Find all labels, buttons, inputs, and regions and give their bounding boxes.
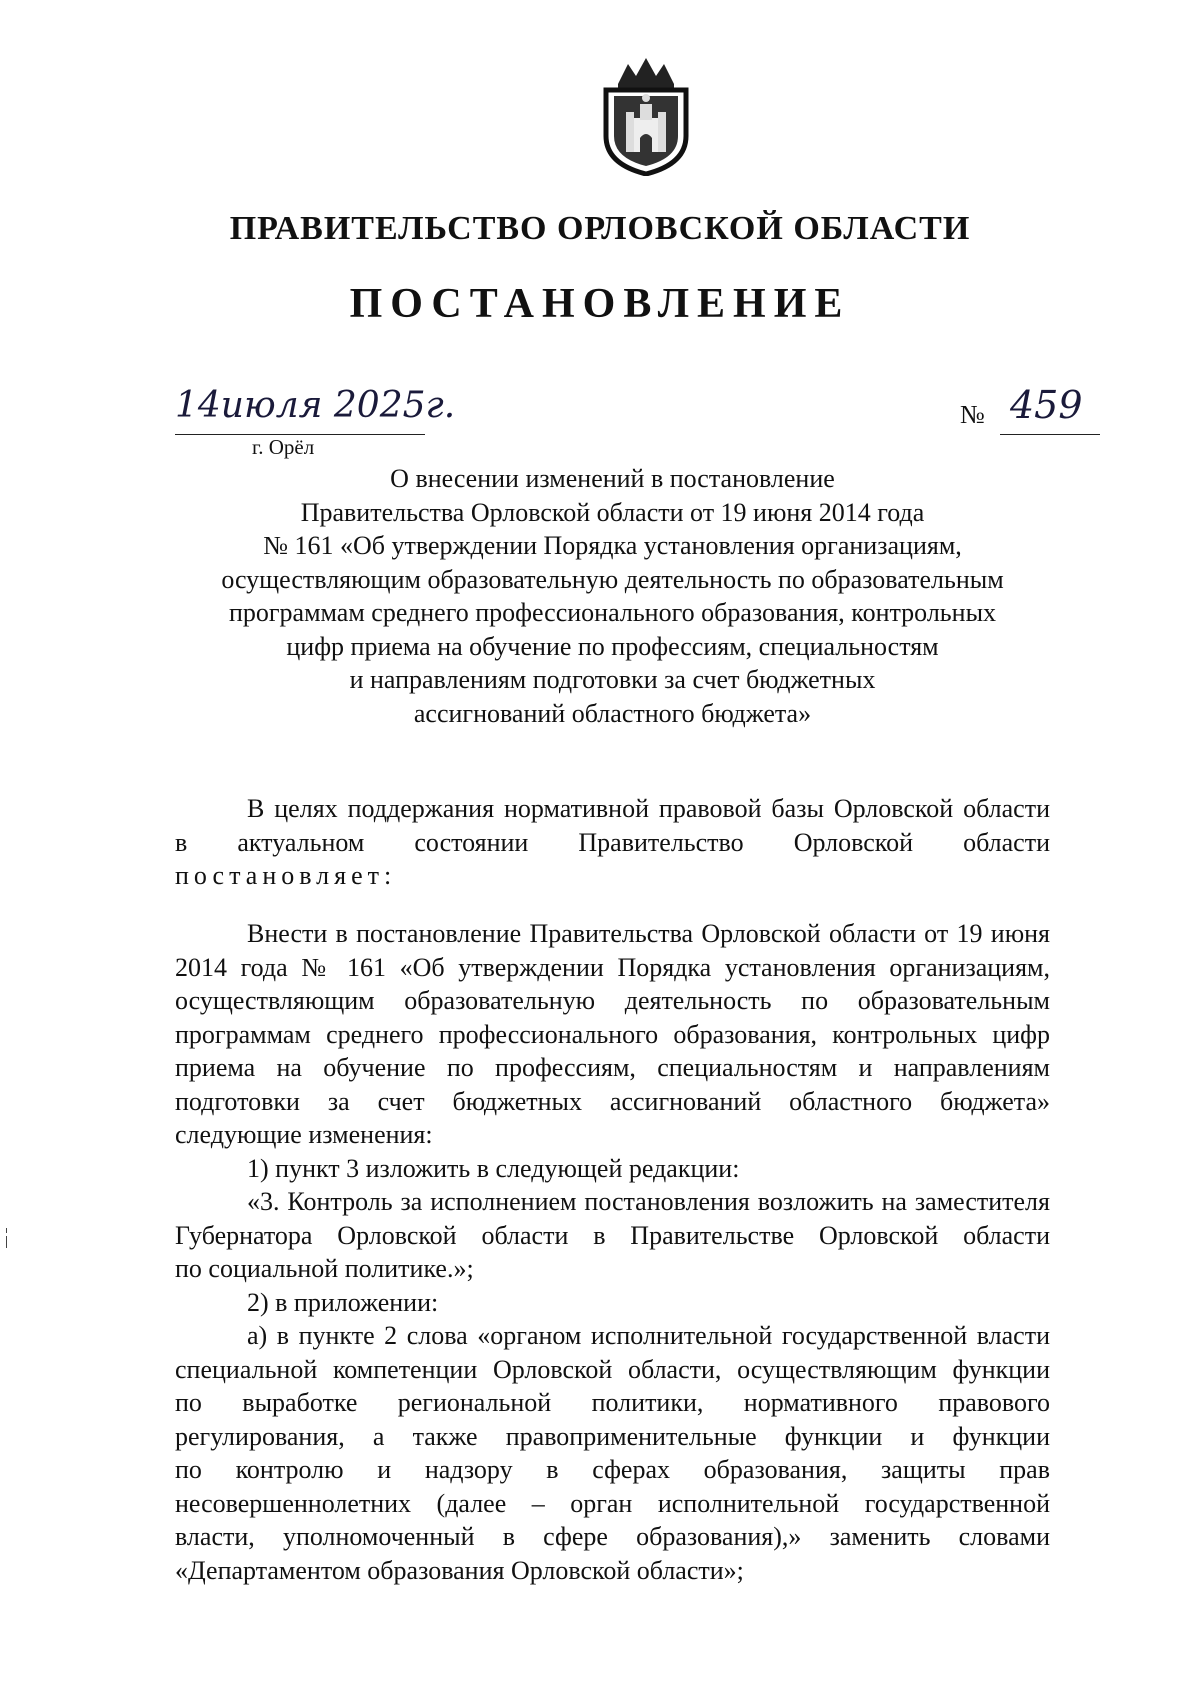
- paragraph-line: подготовки за счет бюджетных ассигнований областного бюджета»: [175, 1086, 1050, 1116]
- number-underline: [1000, 434, 1100, 435]
- handwritten-date: 14июля 2025г.: [175, 385, 456, 426]
- item-2a-line: а) в пункте 2 слова «органом исполнительной государственной власти: [247, 1321, 1050, 1350]
- item-2a-line: по контролю и надзору в сферах образования, защиты прав: [175, 1455, 1050, 1484]
- item-2a-line: по выработке региональной политики, нормативного правового: [175, 1388, 1050, 1417]
- item-2a-line: регулирования, а также правоприменительные функции и функции: [175, 1421, 1050, 1451]
- preamble-line: в актуальном состоянии Правительство Орловской области: [175, 827, 1050, 857]
- paragraph-line: следующие изменения:: [175, 1120, 433, 1149]
- preamble: [175, 792, 1050, 893]
- subject-line: и направлениям подготовки за счет бюджетных: [349, 665, 876, 694]
- subject-line: Правительства Орловской области от 19 июня 2014 года: [300, 497, 925, 527]
- paragraph-line: Внести в постановление Правительства Орловской области от 19 июня: [247, 919, 1050, 948]
- subject-line: цифр приема на обучение по профессиям, специальностям: [286, 631, 939, 661]
- coat-of-arms-icon: [598, 56, 694, 176]
- organization-title: ПРАВИТЕЛЬСТВО ОРЛОВСКОЙ ОБЛАСТИ: [229, 210, 971, 247]
- subject-line: О внесении изменений в постановление: [390, 464, 835, 493]
- paragraph-line: осуществляющим образовательную деятельность по образовательным: [175, 986, 1050, 1015]
- item-2a-line: специальной компетенции Орловской области, осуществляющим функции: [175, 1354, 1050, 1384]
- date-block: [175, 385, 475, 459]
- item-2a-line: власти, уполномоченный в сфере образования),» заменить словами: [175, 1522, 1050, 1551]
- document-subject: [175, 462, 1050, 730]
- paragraph-line: приема на обучение по профессиям, специальностям и направлениям: [175, 1053, 1050, 1082]
- paragraph-line: 2014 года № 161 «Об утверждении Порядка установления организациям,: [175, 952, 1050, 982]
- subject-line: ассигнований областного бюджета»: [413, 698, 812, 728]
- main-text: [175, 917, 1050, 1587]
- decree-word: постановляет:: [175, 861, 397, 890]
- subject-line: осуществляющим образовательную деятельность по образовательным: [221, 564, 1004, 594]
- item-1: 1) пункт 3 изложить в следующей редакции:: [247, 1153, 740, 1183]
- document-type-heading: ПОСТАНОВЛЕНИЕ: [349, 281, 851, 327]
- item-2a-line: несовершеннолетних (далее – орган исполнительной государственной: [175, 1488, 1050, 1518]
- item-2: 2) в приложении:: [247, 1287, 439, 1317]
- city-label: г. Орёл: [252, 435, 315, 459]
- item-1-quote-line: Губернатора Орловской области в Правительстве Орловской области: [175, 1220, 1050, 1250]
- number-block: [960, 385, 1110, 445]
- item-1-quote-line: по социальной политике.»;: [175, 1254, 474, 1283]
- item-2a-line: «Департаментом образования Орловской области»;: [175, 1555, 744, 1585]
- subject-line: № 161 «Об утверждении Порядка установления организациям,: [263, 531, 962, 560]
- preamble-line: В целях поддержания нормативной правовой базы Орловской области: [247, 794, 1050, 823]
- paragraph-line: программам среднего профессионального образования, контрольных цифр: [175, 1019, 1050, 1049]
- handwritten-number: 459: [1010, 383, 1083, 427]
- subject-line: программам среднего профессионального образования, контрольных: [228, 598, 997, 627]
- scan-margin-mark: [5, 1228, 8, 1248]
- item-1-quote-line: «3. Контроль за исполнением постановления возложить на заместителя: [247, 1187, 1050, 1216]
- number-sign: №: [960, 400, 985, 429]
